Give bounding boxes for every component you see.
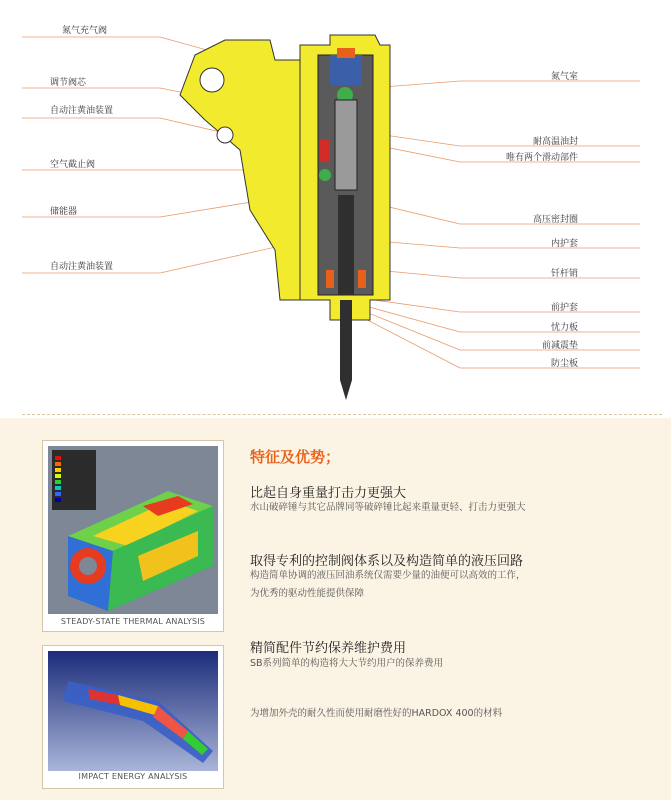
thermal-analysis-card	[42, 440, 224, 632]
label-two-sliding-parts: 唯有两个滑动部件	[505, 153, 578, 163]
label-heat-resistant-seal: 耐高温油封	[532, 137, 578, 147]
label-stress-plate: 忧力板	[550, 323, 578, 333]
impact-caption: IMPACT ENERGY ANALYSIS	[78, 772, 188, 781]
thermal-caption: STEADY-STATE THERMAL ANALYSIS	[60, 617, 206, 626]
feature-note: 为增加外壳的耐久性而使用耐磨性好的HARDOX 400的材料	[250, 708, 503, 719]
label-air-stop-valve: 空气截止阀	[50, 160, 96, 170]
label-accumulator: 储能器	[50, 207, 78, 217]
label-nitrogen-chamber: 氮气室	[550, 72, 578, 82]
label-inner-bushing: 内护套	[550, 239, 578, 249]
label-front-damper: 前减震垫	[541, 341, 578, 351]
feature-heading-1: 比起自身重量打击力更强大	[250, 486, 407, 501]
label-regulating-valve: 调节阀芯	[50, 78, 87, 88]
feature-text-3: SB系列简单的构造将大大节约用户的保养费用	[250, 658, 444, 669]
label-rod-pin: 钎杆销	[550, 269, 578, 279]
impact-analysis-card	[42, 645, 224, 789]
feature-text-2a: 构造简单协调的液压回油系统仅需要少量的油便可以高效的工作，	[250, 570, 526, 581]
features-title: 特征及优势；	[250, 448, 341, 466]
thermal-analysis-image	[48, 446, 218, 614]
label-high-pressure-seal: 高压密封圈	[532, 215, 578, 225]
impact-analysis-image	[48, 651, 218, 771]
feature-heading-3: 精简配件节约保养维护费用	[250, 641, 407, 656]
section-divider	[22, 414, 662, 415]
label-dust-plate: 防尘板	[550, 359, 578, 369]
label-front-bushing: 前护套	[550, 303, 578, 313]
feature-heading-2: 取得专利的控制阀体系以及构造简单的液压回路	[250, 554, 524, 569]
label-nitrogen-valve: 氮气充气阀	[62, 26, 108, 36]
label-auto-grease-2: 自动注黄油装置	[50, 262, 114, 272]
feature-text-1: 水山破碎锤与其它品牌同等破碎锤比起来重量更轻、打击力更强大	[250, 502, 526, 513]
feature-text-2b: 为优秀的驱动性能提供保障	[250, 588, 365, 599]
chisel	[340, 300, 352, 380]
label-auto-grease-1: 自动注黄油装置	[50, 106, 114, 116]
